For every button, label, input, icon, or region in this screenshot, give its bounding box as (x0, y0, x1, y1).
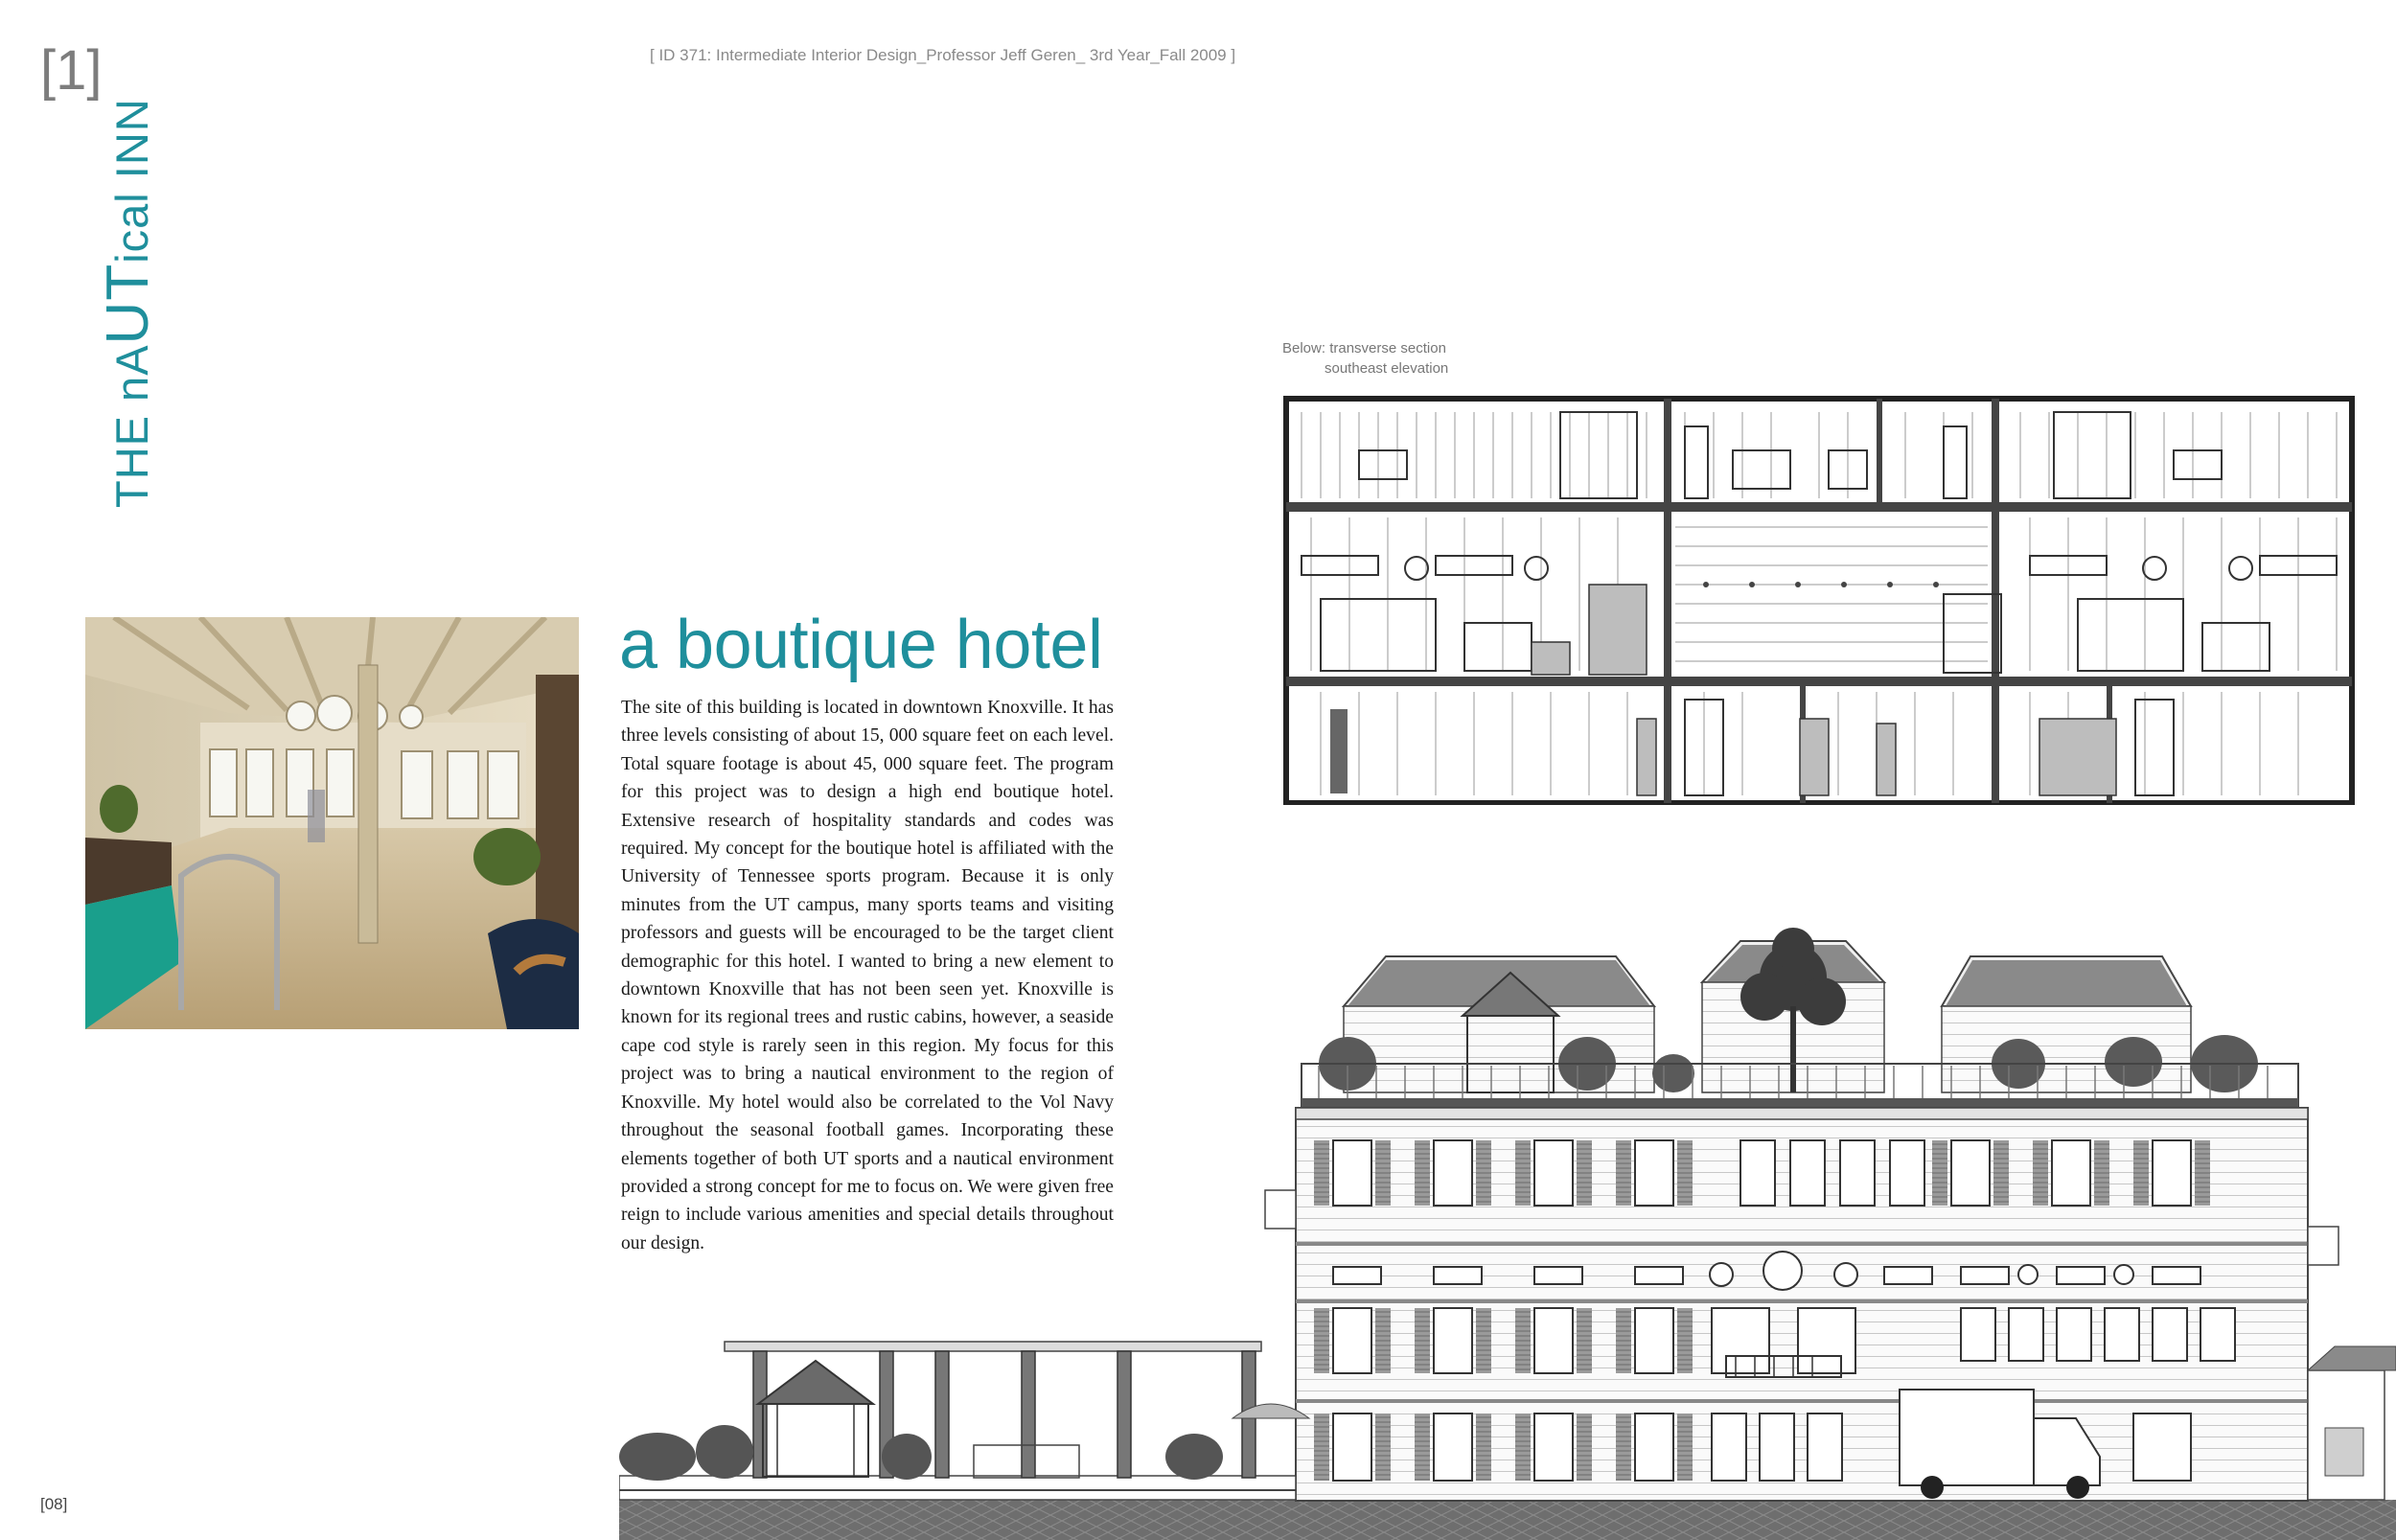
lobby-photo (85, 617, 579, 1029)
vertical-title (94, 98, 162, 508)
body-text: The site of this building is located in downtown Knoxville. It has three levels consisting of about 15, 000 square feet on each level. Total square footage is about 45, 000 square feet. The program for this project was to design a high end boutique hotel. Extensive research of hospitality standards and codes was required. My concept for the boutique hotel is affiliated with the University of Tennessee sports program. Because it is only minutes from the UT campus, many sports teams and visiting professors and guests will be encouraged to be the target client demographic for this hotel. I wanted to bring a new element to downtown Knoxville that has not been seen yet. Knoxville is known for its regional trees and rustic cabins, however, a seaside cape cod style is rarely seen in this region. My focus for this project was to bring a nautical environment to the region of Knoxville. My hotel would also be correlated to the Vol Navy throughout the seasonal football games. Incorporating these elements together of both UT sports and a nautical environment provided a strong concept for me to focus on. We were given free reign to include various amenities and special details throughout our design. (621, 698, 1114, 1253)
title-text: THE nAUTical INN (95, 98, 161, 508)
caption-line-1: Below: transverse section (1282, 340, 1446, 356)
title-emphasis: UT (95, 263, 161, 345)
southeast-elevation-drawing (619, 920, 2396, 1540)
course-header: [ ID 371: Intermediate Interior Design_Professor Jeff Geren_ 3rd Year_Fall 2009 ] (650, 46, 1236, 64)
project-number: [1] (40, 39, 103, 102)
transverse-section-drawing (1282, 393, 2356, 805)
section-title: a boutique hotel (619, 607, 1103, 683)
page-number: [08] (40, 1495, 68, 1513)
caption-line-2: southeast elevation (1325, 360, 1449, 377)
drawing-caption (1282, 338, 1448, 379)
